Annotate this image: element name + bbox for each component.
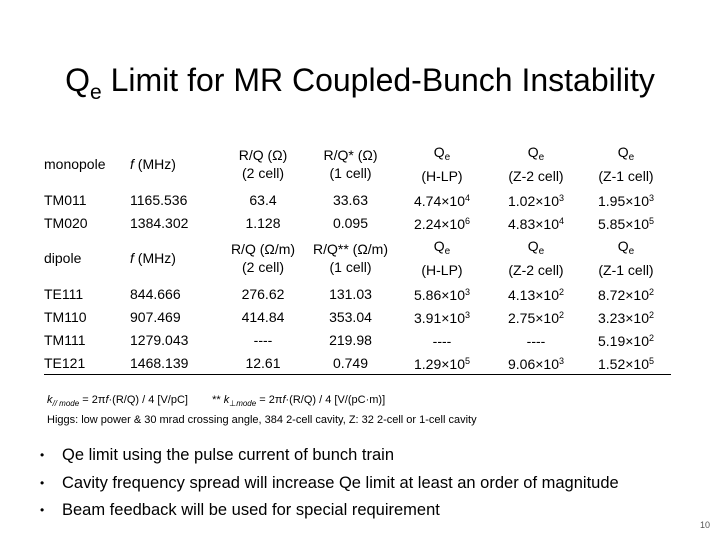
qe-z-1cell-cell: $3.23\times 10^2$	[597, 310, 654, 326]
qe-h-lp-cell: $2.24\times 10^6$	[413, 216, 470, 232]
header-rq-1cell: R/Q* (Ω) (1 cell)	[323, 147, 378, 181]
rq-2cell-cell: 1.128	[245, 214, 281, 231]
qe-h-lp-cell: $4.74\times 10^4$	[413, 193, 470, 209]
header-monopole: monopole	[44, 156, 106, 172]
footnote-kick-factors: $k_{// mode} = 2\pi f\cdot(R/Q) / 4$ $[V/pC] ** k_{\perp mode} = 2\pi f\cdot(R/Q) / 4$ [V/(pC·m)]	[47, 394, 386, 409]
rq-2cell-cell: 63.4	[249, 191, 277, 208]
rq-1cell-cell: 0.749	[308, 351, 393, 375]
header-qe-z-2cell: $Q_e$ (Z-2 cell)	[508, 144, 564, 184]
header-frequency: f (MHz)	[130, 156, 176, 172]
bullet-icon: •	[40, 448, 45, 462]
qe-z-1cell-cell: $1.95\times 10^3$	[597, 193, 654, 209]
table-row	[44, 351, 671, 375]
table-row	[44, 305, 671, 328]
header-rq-2cell: R/Q (Ω/m) (2 cell)	[230, 241, 296, 275]
monopole-header-row	[44, 140, 671, 188]
table-row	[44, 328, 671, 351]
header-qe-z-1cell: $Q_e$ (Z-1 cell)	[598, 144, 654, 184]
rq-2cell-cell: 12.61	[218, 351, 308, 375]
mode-cell: TM011	[44, 191, 87, 208]
header-rq-1cell: R/Q** (Ω/m) (1 cell)	[312, 241, 389, 275]
bullet-item: • Beam feedback will be used for special requirement	[40, 499, 619, 527]
mode-cell: TM110	[44, 308, 87, 325]
rq-2cell-cell: ----	[253, 331, 273, 348]
rq-1cell-cell: 33.63	[332, 191, 369, 208]
qe-z-1cell-cell: $5.19\times 10^2$	[597, 333, 654, 349]
page-number: 10	[699, 520, 710, 530]
mode-cell: TM020	[44, 214, 88, 231]
qe-z-2cell-cell: $1.02\times 10^3$	[507, 193, 564, 209]
bullet-icon: •	[40, 503, 45, 517]
frequency-cell: 1384.302	[130, 214, 189, 231]
table-row	[44, 211, 671, 234]
bullet-icon: •	[40, 475, 45, 490]
slide-title: $Q_e$ Limit for MR Coupled-Bunch Instability	[65, 62, 655, 104]
rq-1cell-cell: 0.095	[332, 214, 369, 231]
rq-1cell-cell: 131.03	[329, 285, 372, 302]
bullet-item: • Qe limit using the pulse current of bunch train	[40, 444, 619, 472]
bullet-list	[40, 444, 619, 527]
footnote-cavity-config: Higgs: low power & 30 mrad crossing angle, 384 2-cell cavity, Z: 32 2-cell or 1-cell cavity	[47, 414, 477, 426]
header-frequency: f (MHz)	[130, 250, 176, 266]
header-dipole: dipole	[44, 250, 82, 266]
qe-h-lp-cell: $1.29\times 10^5$	[393, 351, 491, 375]
mode-cell: TM111	[44, 331, 86, 348]
frequency-cell: 1165.536	[130, 191, 188, 208]
frequency-cell: 1468.139	[130, 351, 218, 375]
qe-z-1cell-cell: $1.52\times 10^5$	[581, 351, 671, 375]
rq-2cell-cell: 414.84	[241, 308, 285, 325]
table-row	[44, 282, 671, 305]
qe-z-2cell-cell: $9.06\times 10^3$	[491, 351, 581, 375]
dipole-header-row	[44, 234, 671, 282]
qe-h-lp-cell: ----	[432, 333, 452, 349]
qe-z-2cell-cell: $2.75\times 10^2$	[507, 310, 564, 326]
qe-h-lp-cell: $3.91\times 10^3$	[413, 310, 470, 326]
qe-z-1cell-cell: $5.85\times 10^5$	[597, 216, 654, 232]
rq-1cell-cell: 219.98	[329, 331, 372, 348]
bullet-item: • Cavity frequency spread will increase Qe limit at least an order of magnitude	[40, 472, 619, 500]
header-qe-h-lp: $Q_e$ (H-LP)	[421, 238, 463, 278]
qe-h-lp-cell: $5.86\times 10^3$	[413, 287, 470, 303]
qe-limit-table	[44, 140, 671, 375]
table-row	[44, 188, 671, 211]
rq-1cell-cell: 353.04	[329, 308, 372, 325]
frequency-cell: 844.666	[130, 285, 181, 302]
header-qe-z-2cell: $Q_e$ (Z-2 cell)	[508, 238, 564, 278]
rq-2cell-cell: 276.62	[241, 285, 285, 302]
mode-cell: TE121	[44, 351, 130, 375]
qe-z-2cell-cell: $4.13\times 10^2$	[507, 287, 564, 303]
qe-z-1cell-cell: $8.72\times 10^2$	[597, 287, 654, 303]
mode-cell: TE111	[44, 285, 84, 302]
frequency-cell: 1279.043	[130, 331, 189, 348]
qe-z-2cell-cell: $4.83\times 10^4$	[507, 216, 564, 232]
header-rq-2cell: R/Q (Ω) (2 cell)	[238, 147, 288, 181]
qe-z-2cell-cell: ----	[526, 333, 546, 349]
header-qe-z-1cell: $Q_e$ (Z-1 cell)	[598, 238, 654, 278]
frequency-cell: 907.469	[130, 308, 181, 325]
header-qe-h-lp: $Q_e$ (H-LP)	[421, 144, 463, 184]
